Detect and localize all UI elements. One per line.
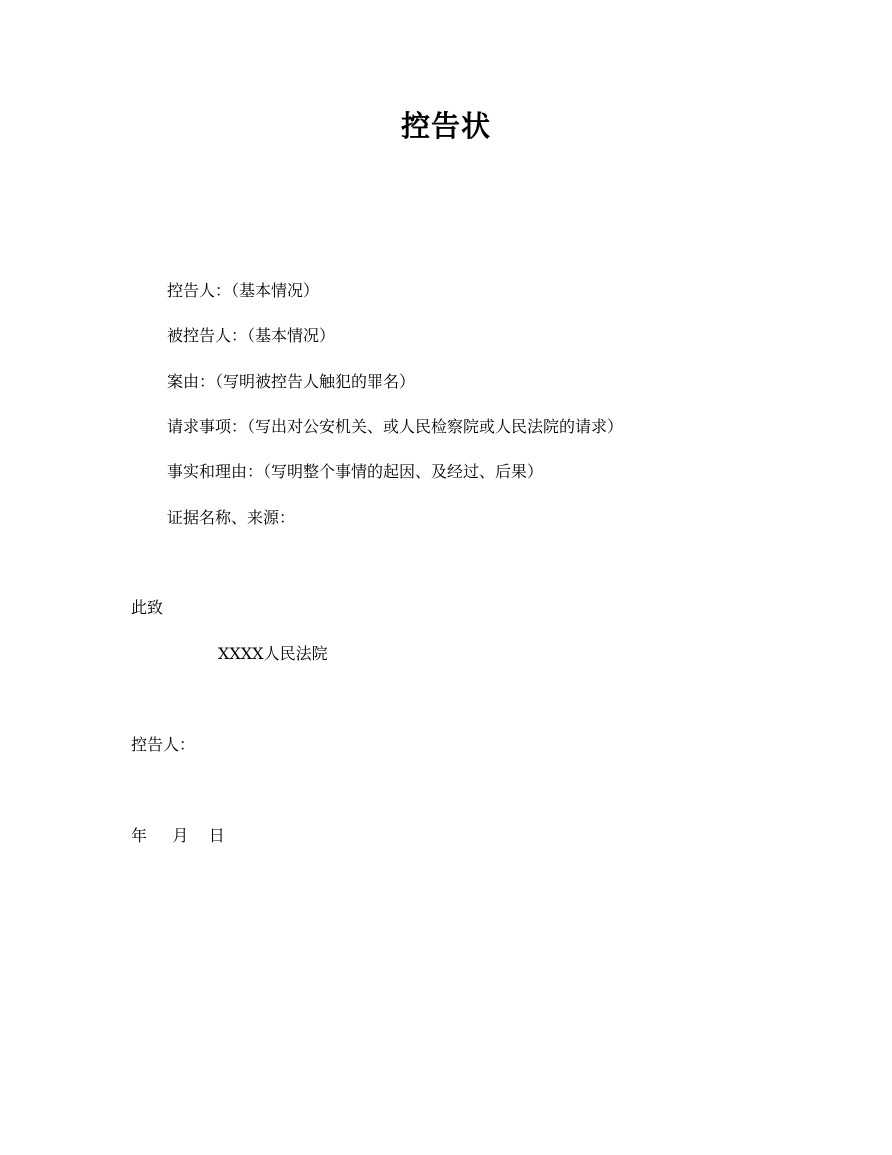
field-requests: 请求事项：（写出对公安机关、或人民检察院或人民法院的请求）	[167, 417, 624, 436]
field-defendant: 被控告人：（基本情况）	[167, 326, 336, 345]
signature-label: 控告人：	[131, 735, 196, 754]
closing-salutation: 此致	[131, 598, 164, 617]
date-line: 年 月 日	[131, 826, 225, 845]
field-facts-and-reasons: 事实和理由：（写明整个事情的起因、及经过、后果）	[167, 462, 544, 481]
field-complainant: 控告人：（基本情况）	[167, 281, 320, 300]
field-cause: 案由：（写明被控告人触犯的罪名）	[167, 372, 416, 391]
addressee: XXXX人民法院	[218, 644, 328, 663]
field-evidence: 证据名称、来源：	[167, 508, 296, 527]
document-title: 控告状	[400, 109, 491, 143]
